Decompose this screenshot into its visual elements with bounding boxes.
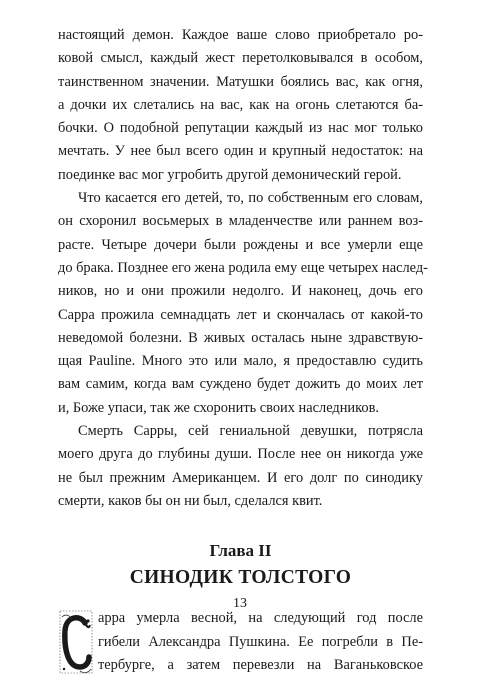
- text-line: смерти, каков бы он ни был, сделался квит.: [58, 492, 323, 509]
- text-line: неведомой болезни. В живых осталась ныне здравствую-: [58, 329, 423, 346]
- text-line: ников, но и они прожили недолго. И наконец, дочь его: [58, 283, 423, 300]
- text-line: арра умерла весной, на следующий год после: [98, 610, 423, 627]
- text-line: и, Боже упаси, так же схоронить своих наследников.: [58, 399, 379, 416]
- chapter-title: СИНОДИК ТОЛСТОГО: [129, 567, 352, 589]
- text-line: бочки. О подобной репутации каждый из нас мог только: [58, 120, 423, 137]
- text-line: до брака. Позднее его жена родила ему еще четырех наслед-: [58, 259, 428, 276]
- body-text: [58, 24, 428, 513]
- text-line: ковой смысл, каждый жест перетолковывался в особом,: [58, 50, 423, 67]
- text-line: моего друга до глубины души. После нее он никогда уже: [58, 446, 423, 463]
- text-line: Что касается его детей, то, по собственным его словам,: [78, 190, 423, 207]
- text-line: гибели Александра Пушкина. Ее погребли в Пе-: [98, 633, 423, 650]
- text-line: он схоронил восьмерых в младенчестве или раннем воз-: [58, 213, 423, 230]
- chapter-heading: [58, 539, 423, 593]
- text-line: расте. Четыре дочери были рождены и все умерли еще: [58, 236, 423, 253]
- paragraph: [58, 420, 423, 513]
- text-line: таинственном значении. Матушки боялись вас, как огня,: [58, 73, 423, 90]
- text-line: Сарра прожила семнадцать лет и скончалась от какой-то: [58, 306, 423, 323]
- paragraph: [58, 24, 423, 187]
- text-line: а дочки их слетались на вас, как на огонь слетаются ба-: [58, 96, 423, 113]
- ornamental-drop-cap-letter: [58, 607, 94, 677]
- text-line: Смерть Сарры, сей гениальной девушки, потрясла: [78, 423, 423, 440]
- text-line: щая Pauline. Много это или мало, я предоставлю судить: [58, 353, 423, 370]
- chapter-label: Глава II: [209, 541, 272, 561]
- text-line: вам самим, когда вам суждено будет дожить до моих лет: [58, 376, 423, 393]
- drop-cap-paragraph: [58, 607, 423, 677]
- text-line: тербурге, а затем перевезли на Ваганьковское: [98, 656, 423, 673]
- paragraph: [58, 187, 428, 420]
- text-line: не был прежним Американцем. И его долг по синодику: [58, 469, 423, 486]
- book-page: [58, 24, 428, 677]
- page-number: 13: [233, 596, 247, 611]
- text-line: настоящий демон. Каждое ваше слово приобретало ро-: [58, 27, 423, 43]
- text-line: поединке вас мог угробить другой демонический герой.: [58, 166, 402, 183]
- text-line: мечтать. У нее был всего один и крупный недостаток: на: [58, 143, 423, 160]
